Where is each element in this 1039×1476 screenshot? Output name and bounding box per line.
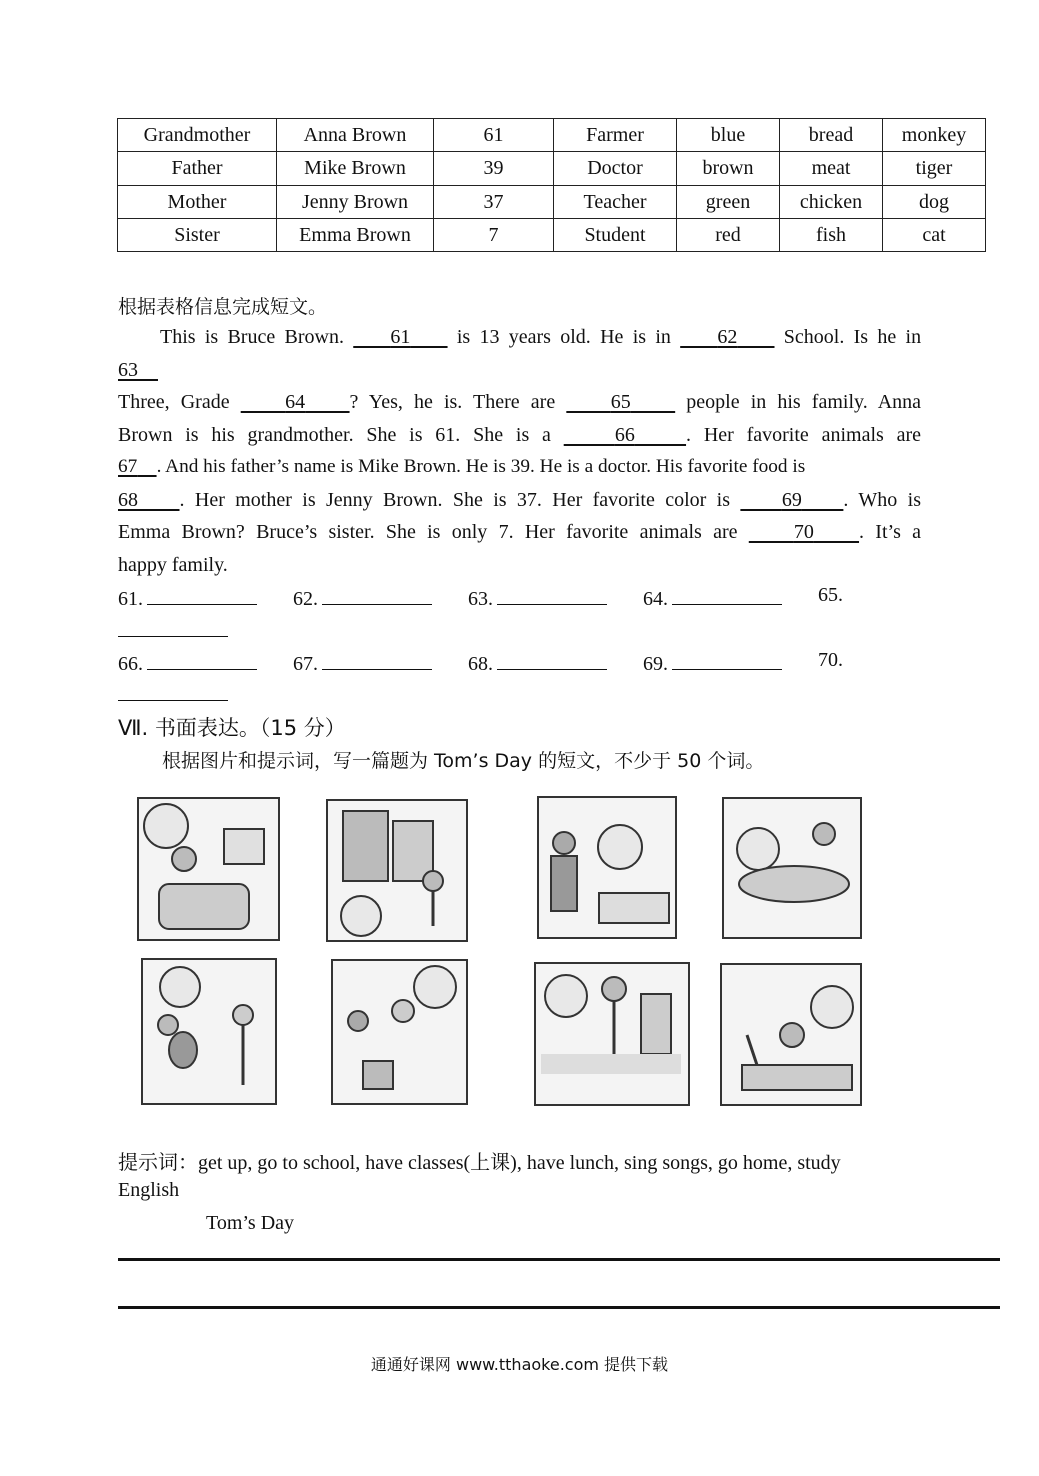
page-footer: 通通好课网 www.tthaoke.com 提供下载 — [370, 1355, 669, 1374]
table-cell: dog — [883, 185, 986, 218]
answer-63[interactable]: 63. — [468, 584, 607, 611]
blank-69: 69 — [781, 489, 802, 511]
table-cell: Farmer — [554, 119, 677, 152]
table-cell: Mike Brown — [277, 152, 434, 185]
table-cell: tiger — [883, 152, 986, 185]
table-cell: red — [677, 218, 780, 251]
classroom-scene-illustration — [539, 798, 675, 937]
table-cell: 7 — [434, 218, 554, 251]
blank-70: 70 — [793, 521, 814, 543]
street-scene-illustration — [536, 964, 688, 1104]
family-info-table — [117, 118, 986, 252]
table-cell: blue — [677, 119, 780, 152]
picture-go-to-school — [326, 799, 468, 942]
answer-66[interactable]: 66. — [118, 649, 257, 676]
table-cell: green — [677, 185, 780, 218]
table-cell: 39 — [434, 152, 554, 185]
answer-67[interactable]: 67. — [293, 649, 432, 676]
passage-line-4: Brown is his grandmother. She is 61. She is a 66 . Her favorite animals are — [118, 424, 922, 446]
table-cell: Father — [118, 152, 277, 185]
table-cell: brown — [677, 152, 780, 185]
answer-65[interactable]: 65. — [818, 584, 843, 606]
bed-scene-illustration — [139, 799, 278, 939]
picture-have-lunch — [722, 797, 862, 939]
answer-65-line[interactable] — [118, 636, 228, 637]
table-cell: Student — [554, 218, 677, 251]
singing-scene-illustration — [143, 960, 275, 1103]
hint-words-line-2: English — [118, 1179, 180, 1201]
essay-title: Tom’s Day — [206, 1212, 295, 1234]
section-7-title: Ⅶ. 书面表达。（15 分） — [118, 716, 346, 740]
table-row — [118, 218, 986, 251]
hint-words-line-1: 提示词：get up, go to school, have classes(上课), have lunch, sing songs, go home, study — [118, 1152, 841, 1174]
table-cell: Grandmother — [118, 119, 277, 152]
passage-line-2 — [118, 357, 921, 383]
table-cell: monkey — [883, 119, 986, 152]
answer-61[interactable]: 61. — [118, 584, 257, 611]
section-7-instruction: 根据图片和提示词，写一篇题为 Tom’s Day 的短文，不少于 50 个词。 — [162, 750, 765, 772]
study-scene-illustration — [722, 965, 860, 1104]
blank-62: 62 — [717, 326, 738, 348]
table-row — [118, 185, 986, 218]
table-body — [118, 119, 986, 252]
table-cell: 37 — [434, 185, 554, 218]
passage-line-6: 68 . Her mother is Jenny Brown. She is 37. Her favorite color is 69 . Who is — [118, 489, 921, 511]
picture-sing-songs — [141, 958, 277, 1105]
helping-scene-illustration — [333, 961, 466, 1103]
table-cell: 61 — [434, 119, 554, 152]
answer-69[interactable]: 69. — [643, 649, 782, 676]
table-cell: Jenny Brown — [277, 185, 434, 218]
blank-63: 63 — [118, 359, 138, 381]
table-cell: Teacher — [554, 185, 677, 218]
answer-70[interactable]: 70. — [818, 649, 843, 671]
passage-line-7: Emma Brown? Bruce’s sister. She is only 7. Her favorite animals are 70 . It’s a — [118, 521, 922, 543]
picture-study-english — [720, 963, 862, 1106]
answer-70-line[interactable] — [118, 700, 228, 701]
clock-icon — [340, 895, 382, 937]
picture-go-home — [331, 959, 468, 1105]
answer-64[interactable]: 64. — [643, 584, 782, 611]
table-cell: Anna Brown — [277, 119, 434, 152]
table-row — [118, 119, 986, 152]
lunch-scene-illustration — [724, 799, 860, 937]
table-cell: Mother — [118, 185, 277, 218]
passage-line-1: This is Bruce Brown. 61 is 13 years old. He is in 62 School. Is he in — [160, 326, 922, 348]
fill-in-instruction: 根据表格信息完成短文。 — [118, 296, 328, 318]
table-cell: Sister — [118, 218, 277, 251]
table-row — [118, 152, 986, 185]
table-cell: Emma Brown — [277, 218, 434, 251]
blank-66: 66 — [614, 424, 635, 446]
writing-line-2[interactable] — [118, 1306, 1000, 1309]
blank-61: 61 — [390, 326, 411, 348]
table-cell: fish — [780, 218, 883, 251]
table-cell: chicken — [780, 185, 883, 218]
blank-64: 64 — [285, 391, 306, 413]
table-cell: meat — [780, 152, 883, 185]
writing-line-1[interactable] — [118, 1258, 1000, 1261]
answer-68[interactable]: 68. — [468, 649, 607, 676]
blank-68: 68 — [118, 489, 138, 511]
passage-line-5: 67 . And his father’s name is Mike Brown. He is 39. He is a doctor. His favorite food is — [118, 456, 806, 477]
blank-65: 65 — [610, 391, 631, 413]
table-cell: cat — [883, 218, 986, 251]
answer-62[interactable]: 62. — [293, 584, 432, 611]
picture-walking-home — [534, 962, 690, 1106]
passage-line-8: happy family. — [118, 554, 228, 576]
passage-line-3: Three, Grade 64 ? Yes, he is. There are 65 people in his family. Anna — [118, 391, 922, 413]
picture-get-up — [137, 797, 280, 941]
picture-have-classes — [537, 796, 677, 939]
blank-67: 67 — [118, 456, 138, 477]
table-cell: Doctor — [554, 152, 677, 185]
table-cell: bread — [780, 119, 883, 152]
